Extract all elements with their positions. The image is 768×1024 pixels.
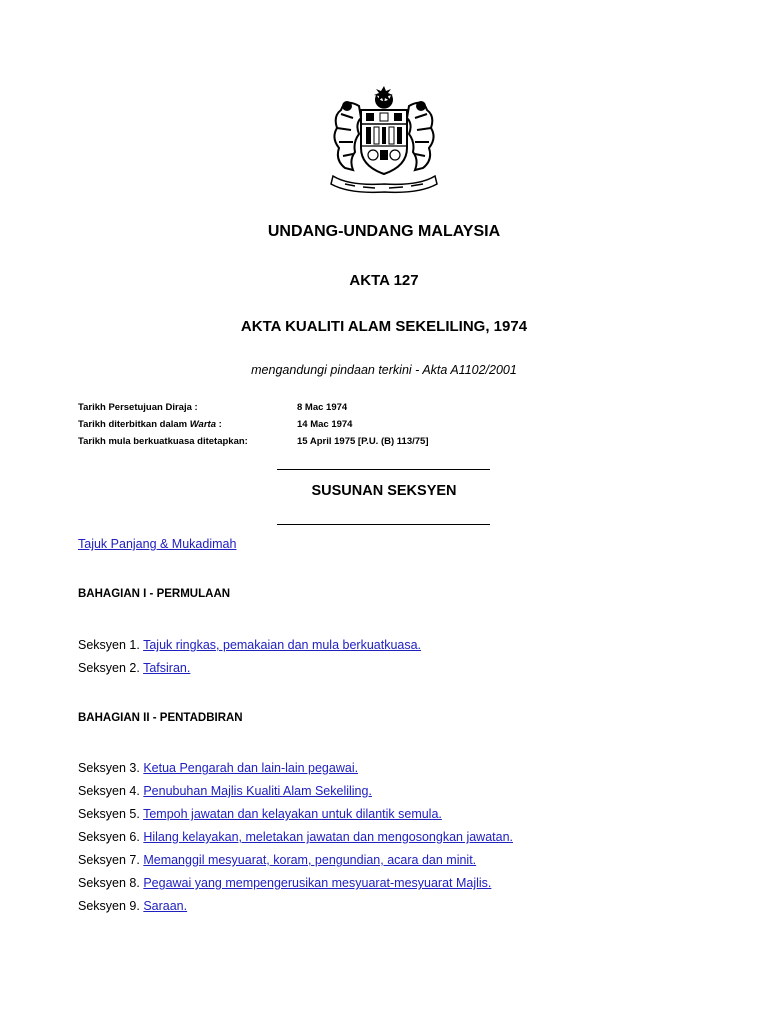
- part-1-title: BAHAGIAN I - PERMULAAN: [78, 588, 231, 600]
- gazette-label-italic: Warta: [189, 419, 216, 430]
- toc-heading: SUSUNAN SEKSYEN: [311, 483, 457, 499]
- section-link[interactable]: Memanggil mesyuarat, koram, pengundian, acara dan minit.: [143, 853, 477, 867]
- preamble-line: [78, 537, 236, 551]
- section-row: [78, 807, 442, 821]
- gazette-label-suffix: :: [215, 419, 222, 430]
- gazette-label: [78, 416, 222, 433]
- section-link[interactable]: Pegawai yang mempengerusikan mesyuarat-mesyuarat Majlis.: [143, 876, 492, 890]
- document-title: UNDANG-UNDANG MALAYSIA: [267, 223, 501, 240]
- section-row: [78, 876, 491, 890]
- section-link[interactable]: Tajuk ringkas, pemakaian dan mula berkuatkuasa.: [143, 638, 422, 652]
- section-link[interactable]: Tafsiran.: [143, 661, 191, 675]
- section-prefix: Seksyen 9.: [78, 899, 140, 913]
- section-row: [78, 661, 190, 675]
- part-2-title: BAHAGIAN II - PENTADBIRAN: [78, 712, 243, 724]
- section-prefix: Seksyen 2.: [78, 661, 140, 675]
- section-row: [78, 830, 513, 844]
- section-row: [78, 853, 476, 867]
- coat-of-arms-icon: [319, 84, 449, 196]
- section-link[interactable]: Tempoh jawatan dan kelayakan untuk dilantik semula.: [143, 807, 442, 821]
- section-link[interactable]: Saraan.: [143, 899, 188, 913]
- section-row: [78, 761, 358, 775]
- commencement-label: Tarikh mula berkuatkuasa ditetapkan:: [78, 436, 248, 447]
- section-prefix: Seksyen 3.: [78, 761, 140, 775]
- amendment-note: mengandungi pindaan terkini - Akta A1102/2001: [251, 363, 517, 377]
- section-link[interactable]: Hilang kelayakan, meletakan jawatan dan mengosongkan jawatan.: [143, 830, 514, 844]
- gazette-label-prefix: Tarikh diterbitkan dalam: [78, 419, 190, 430]
- section-link[interactable]: Penubuhan Majlis Kualiti Alam Sekeliling.: [143, 784, 372, 798]
- section-prefix: Seksyen 7.: [78, 853, 140, 867]
- section-row: [78, 899, 187, 913]
- divider-bottom: [277, 524, 490, 525]
- act-name: AKTA KUALITI ALAM SEKELILING, 1974: [240, 318, 528, 335]
- divider-top: [277, 469, 490, 470]
- section-link[interactable]: Ketua Pengarah dan lain-lain pegawai.: [143, 761, 359, 775]
- royal-assent-label: Tarikh Persetujuan Diraja :: [78, 402, 198, 413]
- gazette-value: 14 Mac 1974: [297, 419, 353, 430]
- section-prefix: Seksyen 6.: [78, 830, 140, 844]
- section-prefix: Seksyen 8.: [78, 876, 140, 890]
- section-prefix: Seksyen 1.: [78, 638, 140, 652]
- section-row: [78, 638, 421, 652]
- preamble-link[interactable]: Tajuk Panjang & Mukadimah: [78, 537, 237, 551]
- section-prefix: Seksyen 4.: [78, 784, 140, 798]
- commencement-value: 15 April 1975 [P.U. (B) 113/75]: [297, 436, 429, 447]
- section-prefix: Seksyen 5.: [78, 807, 140, 821]
- section-row: [78, 784, 372, 798]
- act-number: AKTA 127: [349, 272, 419, 289]
- royal-assent-value: 8 Mac 1974: [297, 402, 348, 413]
